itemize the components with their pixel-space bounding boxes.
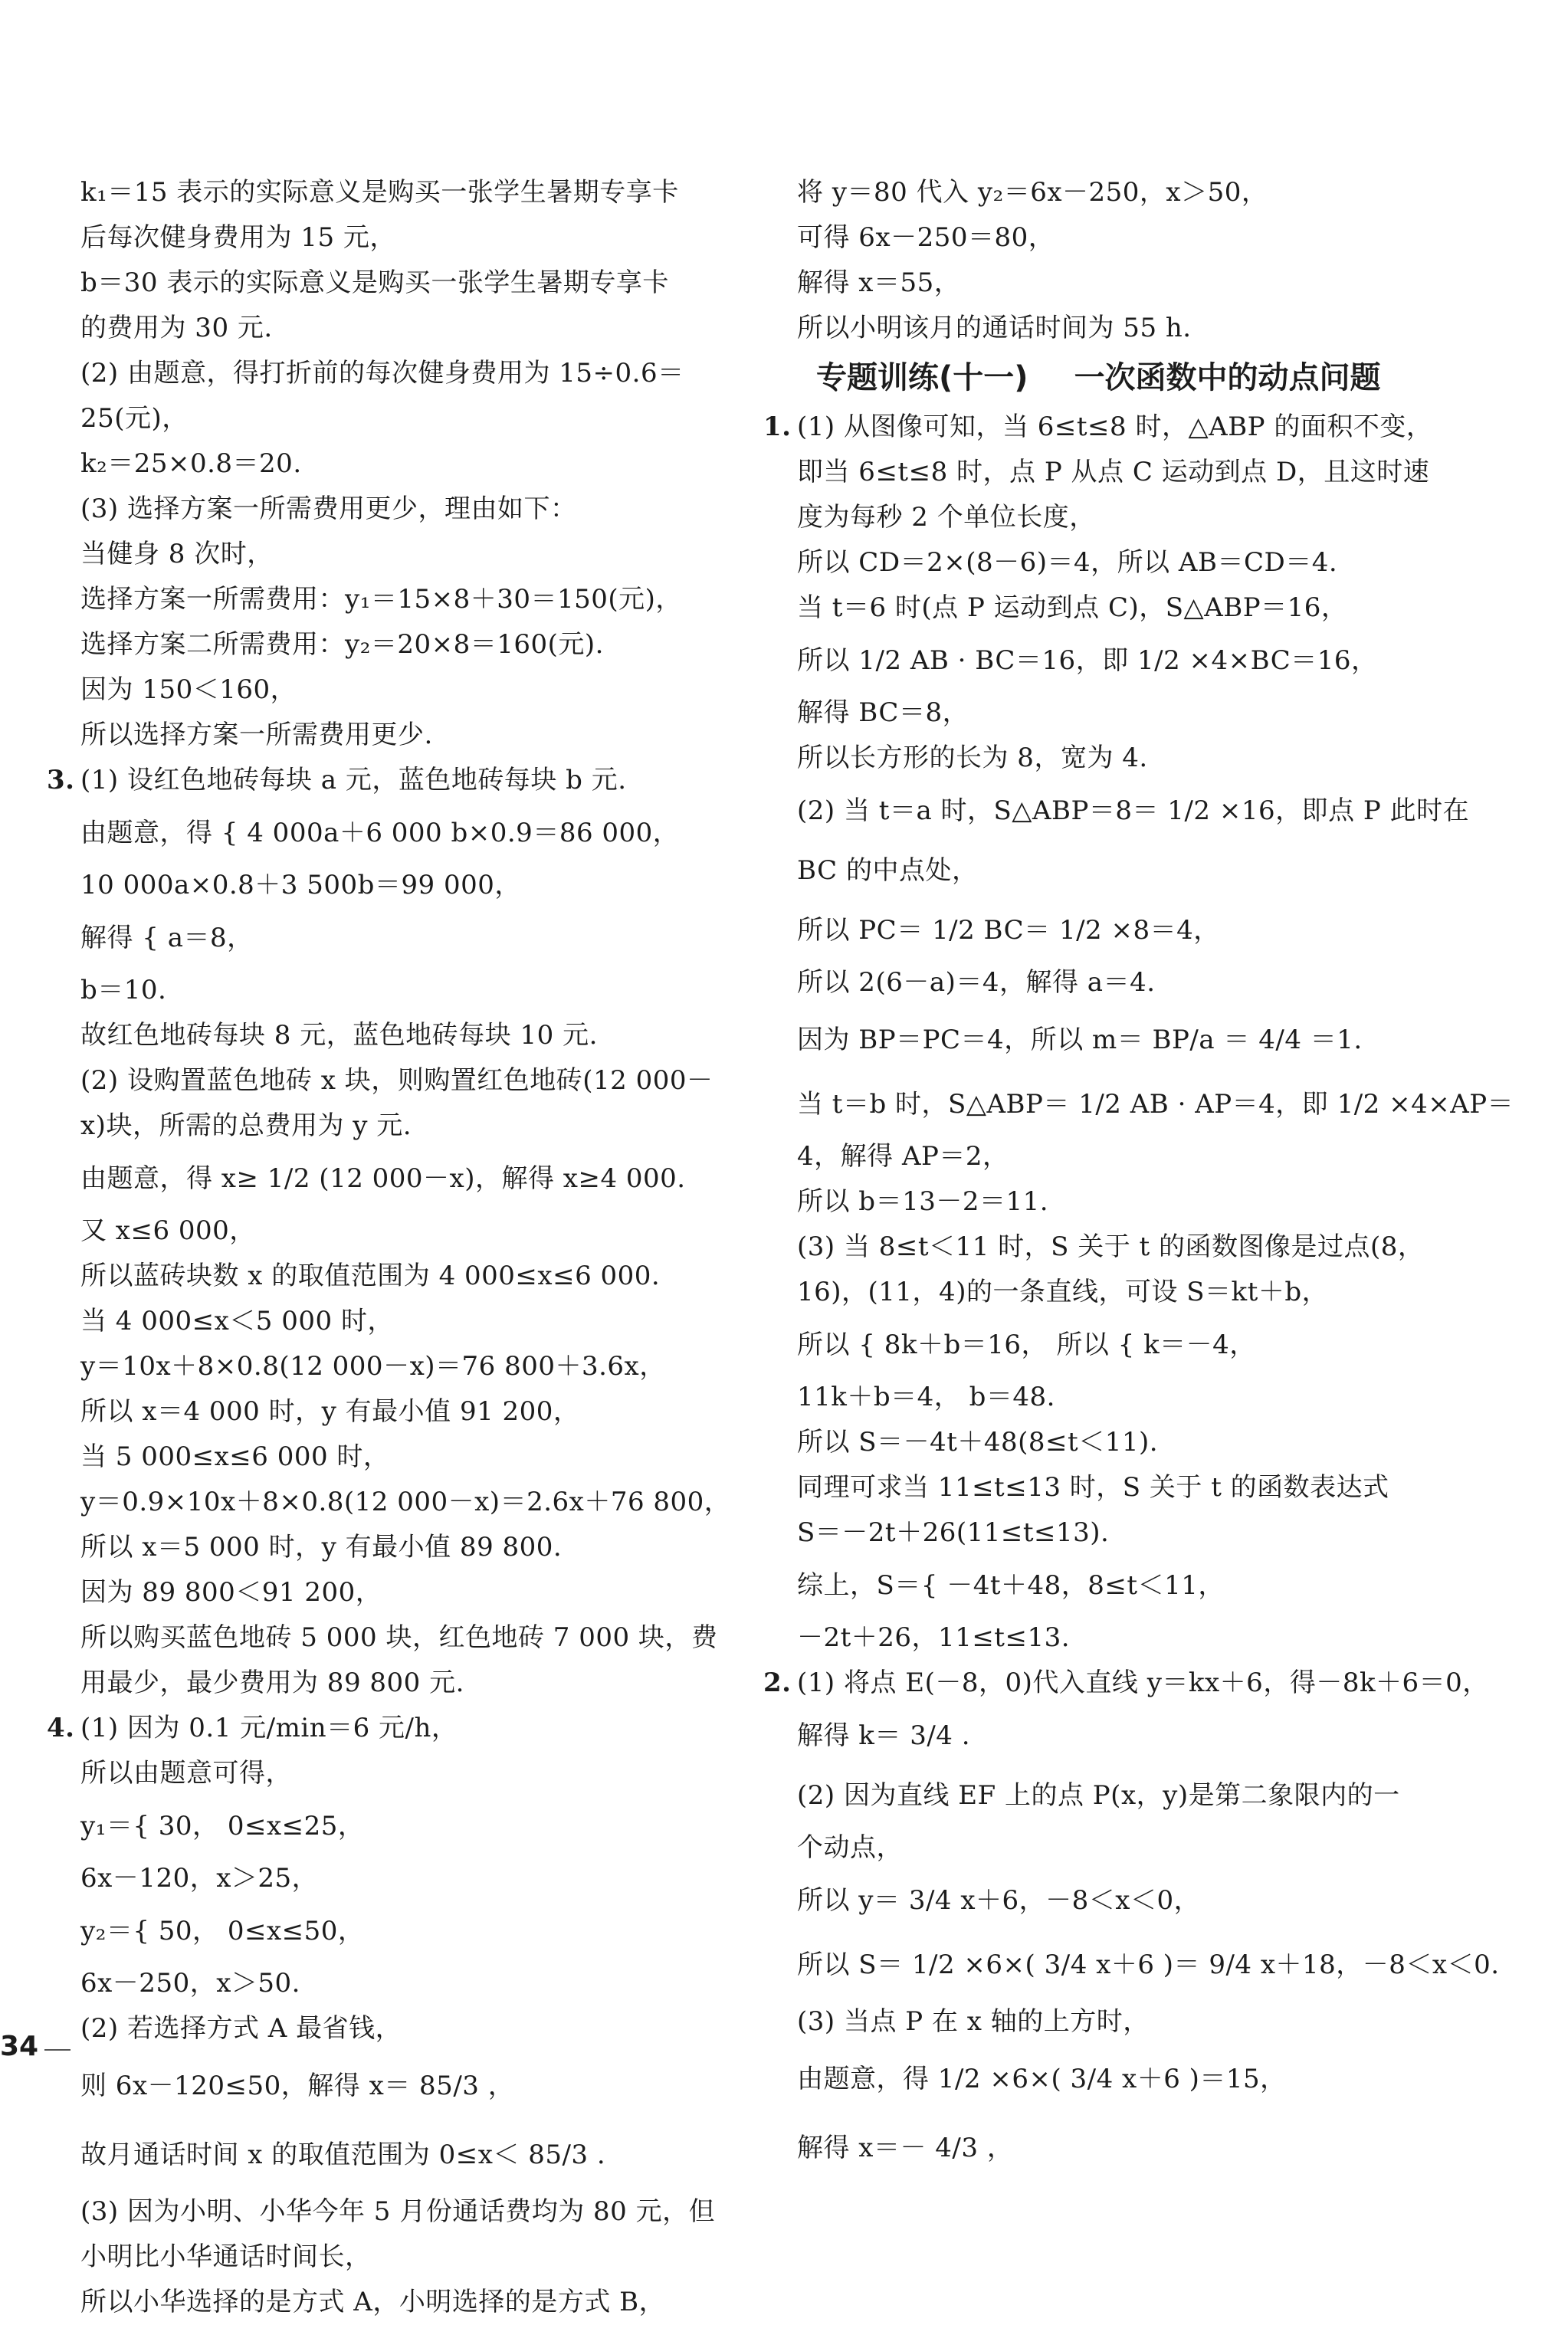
line-text: 所以购买蓝色地砖 5 000 块，红色地砖 7 000 块，费: [80, 1622, 718, 1653]
text-line: [80, 803, 717, 863]
line-text: 将 y＝80 代入 y₂＝6x－250，x＞50，: [797, 177, 1268, 208]
line-text: (1) 将点 E(－8，0)代入直线 y＝kx＋6，得－8k＋6＝0，: [797, 1668, 1489, 1698]
text-line: [797, 1074, 1514, 1134]
text-line: [80, 1299, 717, 1344]
text-line: [797, 1179, 1433, 1225]
text-line: [763, 405, 1433, 450]
text-line: [797, 900, 1433, 960]
page-number-dash: [44, 2049, 71, 2051]
text-line: [80, 1525, 717, 1570]
text-line: [797, 1556, 1433, 1615]
text-line: [797, 540, 1433, 585]
line-text: 选择方案二所需费用：y₂＝20×8＝160(元).: [80, 629, 604, 660]
line-text: y＝0.9×10x＋8×0.8(12 000－x)＝2.6x＋76 800，: [80, 1487, 731, 1517]
text-line: [80, 863, 717, 908]
text-line: [80, 396, 717, 441]
line-text: b＝30 表示的实际意义是购买一张学生暑期专享卡: [80, 267, 669, 298]
line-text: y₂＝{ 50， 0≤x≤50，: [80, 1916, 365, 1946]
text-line: [797, 1420, 1433, 1465]
text-line: [80, 1480, 731, 1525]
line-text: 所以 b＝13－2＝11.: [797, 1186, 1049, 1217]
line-text: 解得 { a＝8，: [80, 923, 254, 953]
text-line: [80, 1615, 717, 1661]
line-text: 4，解得 AP＝2，: [797, 1141, 1009, 1172]
line-text: 所以 S＝－4t＋48(8≤t＜11).: [797, 1427, 1159, 1458]
line-text: 故月通话时间 x 的取值范围为 0≤x＜ 85/3 .: [80, 2140, 606, 2170]
text-line: [797, 170, 1433, 215]
line-text: 个动点，: [797, 1832, 903, 1863]
line-text: (3) 当 8≤t＜11 时，S 关于 t 的函数图像是过点(8，: [797, 1231, 1425, 1262]
line-text: 所以 y＝ 3/4 x＋6，－8＜x＜0，: [797, 1885, 1201, 1916]
text-line: [80, 1570, 717, 1615]
text-line: [80, 2235, 717, 2280]
text-line: [80, 2280, 717, 2325]
text-line: [80, 713, 717, 758]
line-text: (1) 从图像可知，当 6≤t≤8 时，△ABP 的面积不变，: [797, 412, 1433, 442]
text-line: [797, 1510, 1433, 1556]
text-line: [80, 1058, 717, 1103]
left-column: [47, 170, 731, 2325]
line-text: 选择方案一所需费用：y₁＝15×8＋30＝150(元)，: [80, 584, 682, 615]
text-line: [80, 261, 717, 306]
line-text: －2t＋26，11≤t≤13.: [797, 1622, 1071, 1653]
line-text: 解得 x＝－ 4/3 ，: [797, 2133, 1014, 2163]
text-line: [797, 1270, 1433, 1315]
line-text: 解得 x＝55，: [797, 267, 961, 298]
text-line: [797, 1825, 1433, 1871]
line-text: 所以小明该月的通话时间为 55 h.: [797, 313, 1192, 343]
line-text: (2) 因为直线 EF 上的点 P(x，y)是第二象限内的一: [797, 1780, 1400, 1811]
line-text: 由题意，得 x≥ 1/2 (12 000－x)，解得 x≥4 000.: [80, 1163, 686, 1194]
text-line: [47, 1706, 717, 1751]
text-line: [797, 450, 1433, 495]
text-line: [797, 1615, 1433, 1661]
text-line: [80, 532, 717, 577]
text-line: [80, 2120, 717, 2189]
line-text: 16)，(11，4)的一条直线，可设 S＝kt＋b，: [797, 1277, 1329, 1307]
text-line: [797, 1465, 1433, 1510]
text-line: [80, 1344, 717, 1389]
text-line: [763, 1661, 1489, 1706]
line-text: 所以 1/2 AB · BC＝16，即 1/2 ×4×BC＝16，: [797, 645, 1378, 676]
text-line: [80, 2189, 717, 2235]
text-line: [797, 1871, 1433, 1930]
text-line: [80, 1901, 717, 1961]
text-line: [797, 631, 1433, 690]
line-text: 10 000a×0.8＋3 500b＝99 000，: [80, 870, 521, 900]
text-line: [797, 1375, 1433, 1420]
right-column: [763, 170, 1514, 2182]
line-text: 25(元)，: [80, 403, 189, 434]
text-line: [797, 2045, 1433, 2113]
line-text: 11k＋b＝4， b＝48.: [797, 1382, 1055, 1412]
text-line: [797, 306, 1433, 351]
text-line: [80, 441, 717, 487]
text-line: [80, 170, 717, 215]
text-line: [80, 351, 717, 396]
text-line: [797, 1005, 1433, 1074]
line-text: x)块，所需的总费用为 y 元.: [80, 1110, 412, 1141]
text-line: [80, 2051, 717, 2120]
line-text: (3) 当点 P 在 x 轴的上方时，: [797, 2006, 1150, 2037]
text-line: [797, 1225, 1433, 1270]
text-line: [80, 908, 717, 968]
text-line: [797, 1766, 1433, 1825]
line-text: y₁＝{ 30， 0≤x≤25，: [80, 1811, 365, 1841]
line-text: 由题意，得 1/2 ×6×( 3/4 x＋6 )＝15，: [797, 2064, 1287, 2094]
line-text: k₂＝25×0.8＝20.: [80, 448, 302, 479]
line-text: 所以小华选择的是方式 A，小明选择的是方式 B，: [80, 2287, 666, 2317]
question-number: 4.: [47, 1713, 75, 1743]
line-text: 度为每秒 2 个单位长度，: [797, 502, 1096, 533]
line-text: 所以 x＝4 000 时，y 有最小值 91 200，: [80, 1396, 580, 1427]
line-text: 当健身 8 次时，: [80, 539, 274, 569]
text-line: [80, 1013, 717, 1058]
question-number: 3.: [47, 765, 75, 795]
text-line: [797, 1999, 1433, 2045]
line-text: (1) 设红色地砖每块 a 元，蓝色地砖每块 b 元.: [80, 765, 627, 795]
text-line: [797, 841, 1433, 900]
text-line: [80, 215, 717, 261]
line-text: 所以 x＝5 000 时，y 有最小值 89 800.: [80, 1532, 563, 1563]
text-line: [80, 2006, 717, 2051]
line-text: (3) 选择方案一所需费用更少，理由如下：: [80, 494, 577, 524]
line-text: b＝10.: [80, 975, 167, 1005]
line-text: 因为 89 800＜91 200，: [80, 1577, 382, 1608]
text-line: [80, 1751, 717, 1796]
section-heading-title: 专题训练(十一): [816, 360, 1028, 395]
section-heading-subtitle: 一次函数中的动点问题: [1074, 360, 1381, 395]
line-text: 当 5 000≤x≤6 000 时，: [80, 1441, 390, 1472]
text-line: [80, 1149, 717, 1208]
line-text: k₁＝15 表示的实际意义是购买一张学生暑期专享卡: [80, 177, 679, 208]
text-line: [80, 1661, 717, 1706]
line-text: 解得 k＝ 3/4 .: [797, 1720, 971, 1751]
text-line: [797, 585, 1433, 631]
line-text: 解得 BC＝8，: [797, 697, 969, 728]
line-text: 同理可求当 11≤t≤13 时，S 关于 t 的函数表达式: [797, 1472, 1389, 1503]
text-line: [797, 2113, 1433, 2182]
text-line: [80, 1856, 717, 1901]
page-number: 34: [0, 2031, 39, 2062]
line-text: S＝－2t＋26(11≤t≤13).: [797, 1517, 1110, 1548]
text-line: [797, 781, 1470, 841]
text-line: [797, 736, 1433, 781]
text-line: [797, 1930, 1500, 1999]
line-text: 因为 150＜160，: [80, 674, 297, 705]
line-text: 当 t＝b 时，S△ABP＝ 1/2 AB · AP＝4，即 1/2 ×4×AP＝: [797, 1089, 1514, 1120]
text-line: [797, 215, 1433, 261]
line-text: 所以 S＝ 1/2 ×6×( 3/4 x＋6 )＝ 9/4 x＋18，－8＜x＜0.: [797, 1950, 1500, 1980]
line-text: 用最少，最少费用为 89 800 元.: [80, 1668, 464, 1698]
line-text: (2) 当 t＝a 时，S△ABP＝8＝ 1/2 ×16，即点 P 此时在: [797, 795, 1470, 826]
text-line: [797, 960, 1433, 1005]
text-line: [797, 1706, 1433, 1766]
line-text: 当 t＝6 时(点 P 运动到点 C)，S△ABP＝16，: [797, 592, 1348, 623]
line-text: 即当 6≤t≤8 时，点 P 从点 C 运动到点 D，且这时速: [797, 457, 1430, 487]
line-text: (2) 若选择方式 A 最省钱，: [80, 2013, 402, 2044]
line-text: 所以 2(6－a)＝4，解得 a＝4.: [797, 967, 1156, 998]
text-line: [80, 306, 717, 351]
text-line: [797, 690, 1433, 736]
text-line: [47, 758, 717, 803]
text-line: [80, 1389, 717, 1435]
text-line: [80, 622, 717, 667]
line-text: 6x－250，x＞50.: [80, 1968, 300, 1999]
line-text: (2) 设购置蓝色地砖 x 块，则购置红色地砖(12 000－: [80, 1065, 713, 1096]
line-text: 则 6x－120≤50，解得 x＝ 85/3 ，: [80, 2071, 515, 2101]
line-text: 又 x≤6 000，: [80, 1215, 256, 1246]
line-text: 故红色地砖每块 8 元，蓝色地砖每块 10 元.: [80, 1020, 598, 1051]
text-line: [797, 1315, 1433, 1375]
text-line: [80, 968, 717, 1013]
line-text: 6x－120，x＞25，: [80, 1863, 319, 1894]
text-line: [80, 1796, 717, 1856]
section-heading: [797, 351, 1433, 405]
line-text: 后每次健身费用为 15 元，: [80, 222, 396, 253]
line-text: 所以 CD＝2×(8－6)＝4，所以 AB＝CD＝4.: [797, 547, 1338, 578]
text-line: [797, 261, 1433, 306]
line-text: 所以由题意可得，: [80, 1758, 292, 1789]
text-line: [80, 577, 717, 622]
line-text: 可得 6x－250＝80，: [797, 222, 1055, 253]
line-text: BC 的中点处，: [797, 855, 979, 886]
line-text: 综上，S＝{ －4t＋48，8≤t＜11，: [797, 1570, 1225, 1601]
text-line: [80, 487, 717, 532]
text-line: [80, 1961, 717, 2006]
line-text: 因为 BP＝PC＝4，所以 m＝ BP/a ＝ 4/4 ＝1.: [797, 1025, 1363, 1055]
text-line: [797, 1134, 1433, 1179]
line-text: 所以长方形的长为 8，宽为 4.: [797, 743, 1148, 773]
text-line: [80, 667, 717, 713]
line-text: 所以 PC＝ 1/2 BC＝ 1/2 ×8＝4，: [797, 915, 1220, 946]
text-line: [80, 1103, 717, 1149]
line-text: 小明比小华通话时间长，: [80, 2241, 372, 2272]
line-text: (2) 由题意，得打折前的每次健身费用为 15÷0.6＝: [80, 358, 684, 389]
line-text: 当 4 000≤x＜5 000 时，: [80, 1306, 394, 1336]
line-text: 由题意，得 { 4 000a＋6 000 b×0.9＝86 000，: [80, 818, 680, 848]
text-line: [797, 495, 1433, 540]
line-text: y＝10x＋8×0.8(12 000－x)＝76 800＋3.6x，: [80, 1351, 666, 1382]
text-line: [80, 1435, 717, 1480]
line-text: (3) 因为小明、小华今年 5 月份通话费均为 80 元，但: [80, 2196, 716, 2227]
question-number: 1.: [763, 412, 792, 442]
line-text: (1) 因为 0.1 元/min＝6 元/h，: [80, 1713, 458, 1743]
line-text: 所以 { 8k＋b＝16， 所以 { k＝－4，: [797, 1330, 1256, 1360]
line-text: 所以选择方案一所需费用更少.: [80, 720, 433, 750]
line-text: 的费用为 30 元.: [80, 313, 273, 343]
text-line: [80, 1254, 717, 1299]
question-number: 2.: [763, 1668, 792, 1698]
text-line: [80, 1208, 717, 1254]
line-text: 所以蓝砖块数 x 的取值范围为 4 000≤x≤6 000.: [80, 1261, 661, 1291]
